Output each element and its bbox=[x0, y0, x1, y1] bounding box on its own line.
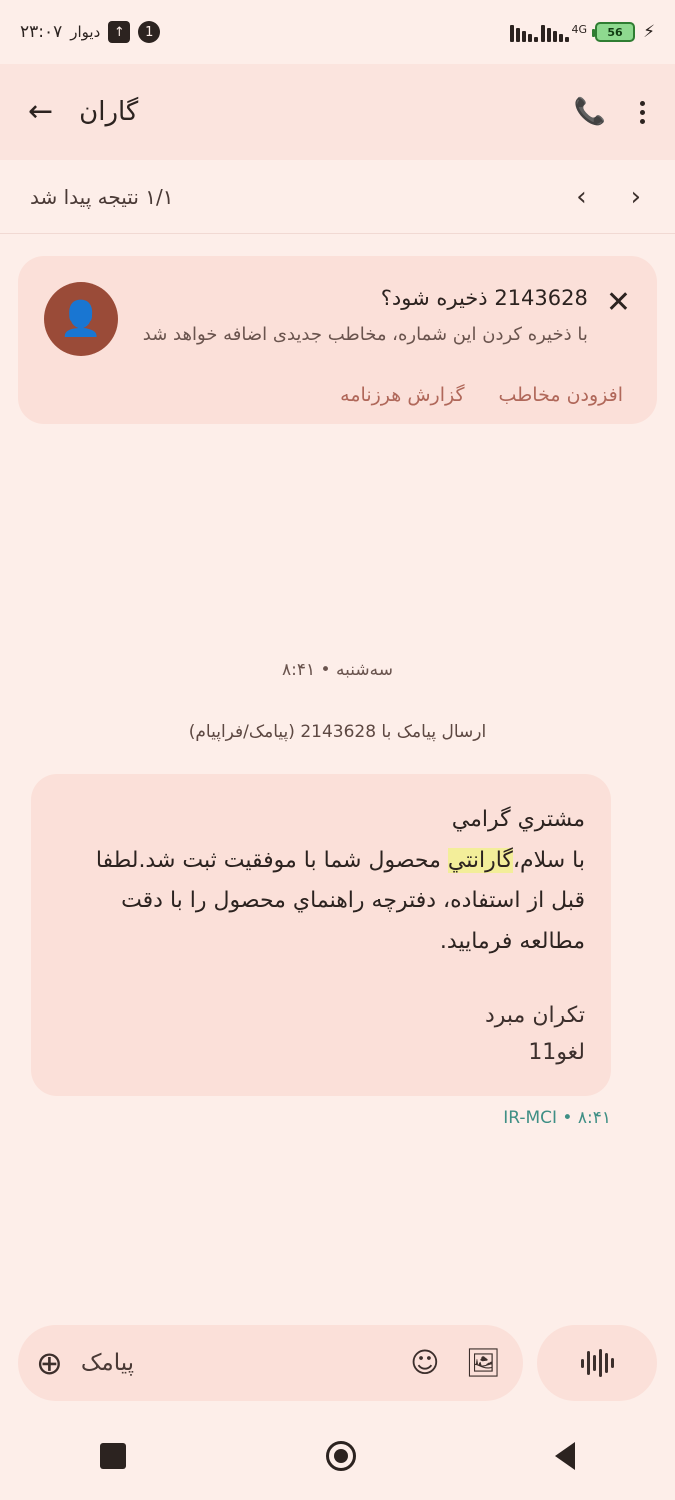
page-title: گاران bbox=[79, 97, 139, 127]
signal-bars-sim1-icon bbox=[541, 24, 569, 42]
composer-bar bbox=[0, 1314, 675, 1412]
message-input-pill[interactable] bbox=[18, 1325, 523, 1401]
network-indicator bbox=[510, 23, 588, 42]
message-line-2-pre: با سلام، bbox=[512, 847, 585, 873]
message-line-2 bbox=[57, 841, 585, 963]
image-icon[interactable]: 🖼 bbox=[465, 1346, 501, 1379]
battery-percent-label: 56 bbox=[607, 25, 623, 39]
bolt-icon: ⚡ bbox=[643, 21, 655, 42]
signal-bars-sim2-icon bbox=[510, 24, 538, 42]
message-signature bbox=[57, 997, 585, 1072]
message-line-2-post: محصول شما با موفقیت ثبت شد.لطفا قبل از استفاده، دفترچه راهنماي محصول را با دقت مطالعه فرمایید. bbox=[95, 847, 585, 955]
close-icon[interactable]: ✕ bbox=[605, 285, 631, 320]
signature-line-2: لغو11 bbox=[528, 1040, 585, 1066]
search-result-count: ۱/۱ نتیجه پیدا شد bbox=[30, 184, 174, 209]
message-meta: ۸:۴۱ • IR-MCI bbox=[503, 1107, 611, 1128]
conversation-list bbox=[0, 660, 675, 1128]
phone-icon[interactable]: 📞 bbox=[573, 97, 606, 127]
back-arrow-icon[interactable]: ← bbox=[28, 94, 54, 129]
day-timestamp: سه‌شنبه • ۸:۴۱ bbox=[282, 660, 393, 680]
chevron-next-icon[interactable]: › bbox=[576, 181, 587, 212]
report-spam-action[interactable]: گزارش هرزنامه bbox=[340, 384, 465, 406]
network-type-label: 4G bbox=[571, 22, 588, 36]
nav-back-icon[interactable] bbox=[555, 1442, 575, 1470]
composer-left-icons bbox=[410, 1346, 501, 1379]
status-bar-left bbox=[510, 22, 655, 42]
status-bar bbox=[0, 0, 675, 64]
nav-recents-icon[interactable] bbox=[100, 1443, 126, 1469]
add-contact-action[interactable]: افزودن مخاطب bbox=[498, 384, 623, 406]
message-bubble[interactable] bbox=[31, 774, 611, 1096]
search-match-highlight: گارانتي bbox=[447, 847, 513, 873]
save-contact-card-top bbox=[44, 282, 631, 356]
voice-waveform-icon bbox=[581, 1349, 614, 1377]
notification-badge-icon: 1 bbox=[138, 21, 160, 43]
save-contact-card bbox=[18, 256, 657, 424]
nav-home-icon[interactable] bbox=[326, 1441, 356, 1471]
search-nav-arrows bbox=[576, 181, 641, 212]
overflow-menu-icon[interactable] bbox=[640, 101, 645, 124]
message-line-1: مشتري گرامي bbox=[451, 807, 585, 832]
upload-icon: ↑ bbox=[108, 21, 130, 43]
status-clock: ۲۳:۰۷ bbox=[20, 22, 63, 42]
save-contact-subtitle: با ذخیره کردن این شماره، مخاطب جدیدی اضافه خواهد شد bbox=[142, 324, 588, 345]
app-bar-actions bbox=[574, 97, 645, 127]
search-result-bar bbox=[0, 160, 675, 234]
system-nav-bar bbox=[0, 1412, 675, 1500]
add-person-icon: 👤 bbox=[44, 282, 118, 356]
voice-record-button[interactable] bbox=[537, 1325, 657, 1401]
status-bar-right bbox=[20, 21, 160, 43]
emoji-icon[interactable]: ☺ bbox=[410, 1346, 440, 1379]
system-message: ارسال پیامک با 2143628 (پیامک/فراپیام) bbox=[188, 722, 487, 742]
composer-right-group bbox=[36, 1344, 135, 1382]
carrier-label: ديوار bbox=[70, 23, 101, 41]
battery-indicator bbox=[595, 22, 635, 42]
app-bar bbox=[0, 64, 675, 160]
signature-line-1: تکران مبرد bbox=[484, 1002, 585, 1028]
add-attachment-icon[interactable]: ⊕ bbox=[36, 1344, 63, 1382]
app-bar-title-group bbox=[28, 94, 139, 129]
save-contact-actions bbox=[44, 384, 631, 406]
save-contact-texts bbox=[136, 282, 588, 351]
chevron-prev-icon[interactable]: ‹ bbox=[630, 181, 641, 212]
save-contact-title: 2143628 ذخیره شود؟ bbox=[380, 286, 588, 310]
message-input-placeholder[interactable]: پیامک bbox=[80, 1350, 135, 1376]
